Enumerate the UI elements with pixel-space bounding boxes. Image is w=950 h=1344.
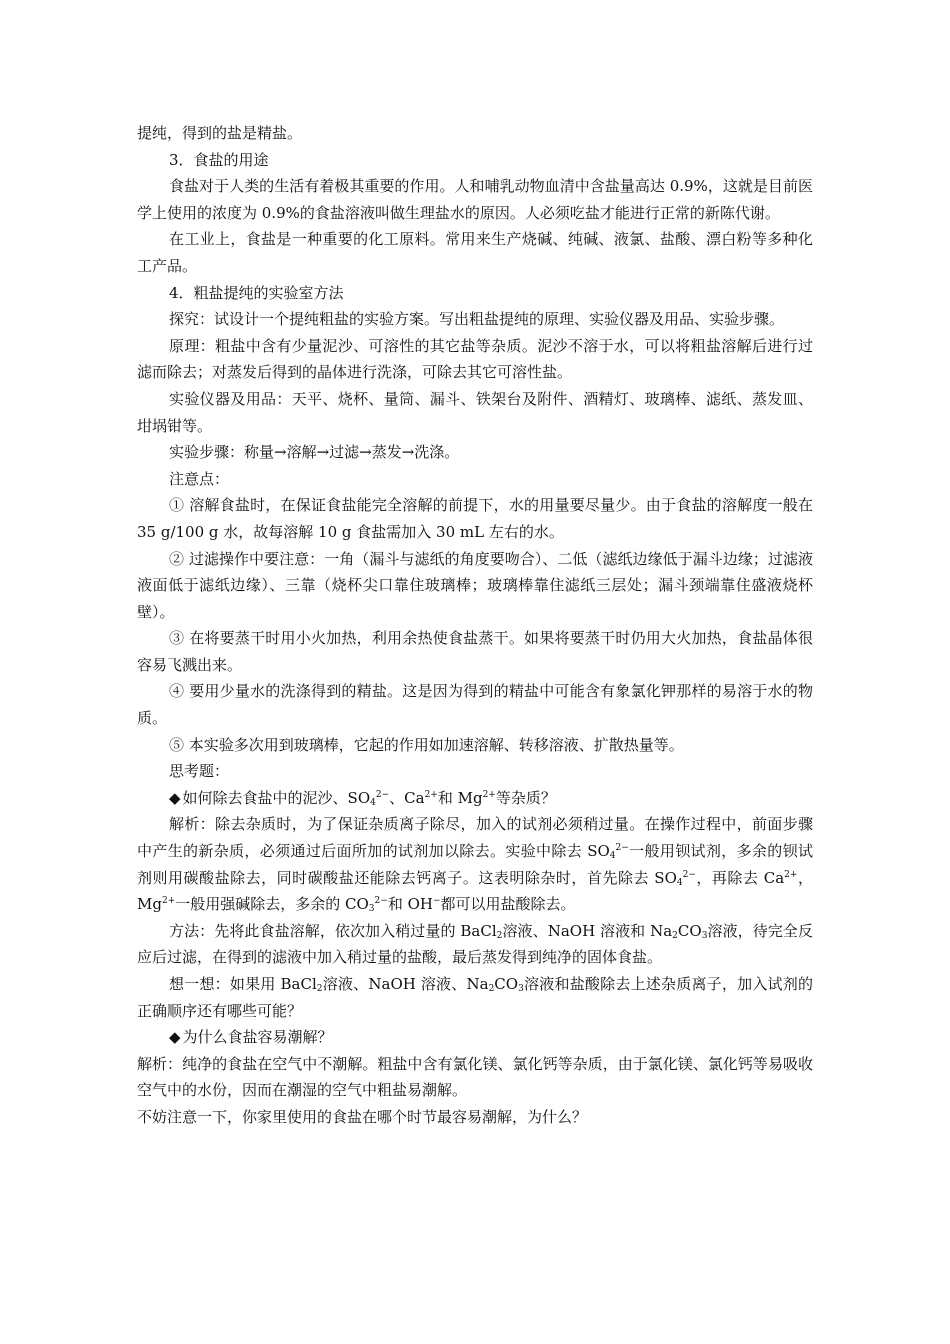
text-run: 如何除去食盐中的泥沙、SO xyxy=(182,788,371,807)
subscript: 2 xyxy=(316,984,323,994)
paragraph: 实验步骤：称量→溶解→过滤→蒸发→洗涤。 xyxy=(169,443,460,462)
superscript: 2+ xyxy=(161,896,176,907)
superscript: 2− xyxy=(615,843,629,854)
subscript: 2 xyxy=(488,984,495,994)
method xyxy=(137,918,813,971)
section-heading: 4．粗盐提纯的实验室方法 xyxy=(169,283,344,302)
text-run: 都可以用盐酸除去。 xyxy=(440,895,576,914)
superscript: 2+ xyxy=(424,789,438,800)
text-run: 一般用钡试剂，多余的钡试剂则用碳酸盐除去，同时碳酸盐还能除去钙离子。这表明除杂时，首先除去 SO xyxy=(137,842,813,887)
question xyxy=(137,785,813,812)
superscript: 2− xyxy=(375,789,390,800)
text-run: 溶液，待完全反应后过滤，在得到的滤液中加入稍过量的盐酸，最后蒸发得到纯净的固体食盐。 xyxy=(137,921,813,967)
subscript: 4 xyxy=(609,851,616,862)
text-run: 等杂质？ xyxy=(495,788,556,807)
answer: 解析：纯净的食盐在空气中不潮解。粗盐中含有氯化镁、氯化钙等杂质，由于氯化镁、氯化钙等易吸收空气中的水份，因而在潮湿的空气中粗盐易潮解。 xyxy=(137,1054,813,1100)
text-run: 和 OH xyxy=(387,895,433,914)
note-item: ③ 在将要蒸干时用小火加热，利用余热使食盐蒸干。如果将要蒸干时仍用大火加热，食盐晶体很容易飞溅出来。 xyxy=(137,629,813,674)
paragraph: 在工业上，食盐是一种重要的化工原料。常用来生产烧碱、纯碱、液氯、盐酸、漂白粉等多种化工产品。 xyxy=(137,230,813,275)
paragraph: 原理：粗盐中含有少量泥沙、可溶性的其它盐等杂质。泥沙不溶于水，可以将粗盐溶解后进行过滤而除去；对蒸发后得到的晶体进行洗涤，可除去其它可溶性盐。 xyxy=(137,336,813,382)
text-run: 一般用强碱除去，多余的 CO xyxy=(175,895,369,914)
diamond-bullet-icon: ◆ xyxy=(169,788,181,807)
subscript: 3 xyxy=(518,984,524,994)
text-run: 溶液、NaOH 溶液、Na xyxy=(322,975,489,993)
subscript: 2 xyxy=(496,930,503,941)
answer xyxy=(137,811,813,917)
text-run: ，Mg xyxy=(137,868,813,914)
paragraph: 探究：试设计一个提纯粗盐的实验方案。写出粗盐提纯的原理、实验仪器及用品、实验步骤。 xyxy=(169,310,785,329)
paragraph: 不妨注意一下，你家里使用的食盐在哪个时节最容易潮解，为什么？ xyxy=(137,1107,588,1126)
text-run: CO xyxy=(494,975,519,993)
paragraph: 思考题： xyxy=(169,762,230,781)
note-item: ② 过滤操作中要注意：一角（漏斗与滤纸的角度要吻合）、二低（滤纸边缘低于漏斗边缘；过滤液液面低于滤纸边缘）、三靠（烧杯尖口靠住玻璃棒；玻璃棒靠住滤纸三层处；漏斗颈端靠住盛液烧杯壁）。 xyxy=(137,549,813,621)
subscript: 3 xyxy=(701,930,708,941)
text-run: 解析：除去杂质时，为了保证杂质离子除尽，加入的试剂必须稍过量。在操作过程中，前面步骤中产生的新杂质，必须通过后面所加的试剂加以除去。实验中除去 SO xyxy=(137,815,813,861)
text-run: 想一想：如果用 BaCl xyxy=(169,975,317,993)
document-body xyxy=(137,120,813,1131)
paragraph: 食盐对于人类的生活有着极其重要的作用。人和哺乳动物血清中含盐量高达 0.9%，这就是目前医学上使用的浓度为 0.9%的食盐溶液叫做生理盐水的原因。人必须吃盐才能进行正常的新陈代谢。 xyxy=(137,177,813,222)
text-run: CO xyxy=(677,921,702,940)
text-run: 方法：先将此食盐溶解，依次加入稍过量的 BaCl xyxy=(169,921,497,940)
text-run: 和 Mg xyxy=(437,788,483,807)
think-about xyxy=(137,971,813,1024)
subscript: 4 xyxy=(676,877,683,888)
text-run: 、Ca xyxy=(389,788,425,807)
text-run: 为什么食盐容易潮解？ xyxy=(182,1028,333,1047)
section-heading: 3．食盐的用途 xyxy=(169,150,269,169)
superscript: 2− xyxy=(682,869,696,880)
note-item: ④ 要用少量水的洗涤得到的精盐。这是因为得到的精盐中可能含有象氯化钾那样的易溶于水的物质。 xyxy=(137,682,813,728)
subscript: 2 xyxy=(672,930,678,941)
note-item: ① 溶解食盐时，在保证食盐能完全溶解的前提下，水的用量要尽量少。由于食盐的溶解度一般在 35 g/100 g 水，故每溶解 10 g 食盐需加入 30 mL 左右的水。 xyxy=(137,496,813,541)
superscript: 2− xyxy=(374,896,388,907)
superscript: 2+ xyxy=(784,869,798,880)
diamond-bullet-icon: ◆ xyxy=(169,1028,181,1047)
paragraph: 提纯，得到的盐是精盐。 xyxy=(137,124,303,142)
question xyxy=(137,1024,813,1051)
subscript: 4 xyxy=(370,797,376,808)
paragraph: 实验仪器及用品：天平、烧杯、量筒、漏斗、铁架台及附件、酒精灯、玻璃棒、滤纸、蒸发皿、坩埚钳等。 xyxy=(137,389,813,435)
text-run: 溶液、NaOH 溶液和 Na xyxy=(502,921,673,940)
superscript: − xyxy=(432,896,441,907)
note-item: ⑤ 本实验多次用到玻璃棒，它起的作用如加速溶解、转移溶液、扩散热量等。 xyxy=(169,735,684,754)
text-run: ，再除去 Ca xyxy=(695,868,785,887)
text-run: 溶液和盐酸除去上述杂质离子，加入试剂的正确顺序还有哪些可能？ xyxy=(137,975,813,1020)
paragraph: 注意点： xyxy=(169,469,230,488)
subscript: 3 xyxy=(368,904,375,915)
superscript: 2+ xyxy=(482,789,496,800)
